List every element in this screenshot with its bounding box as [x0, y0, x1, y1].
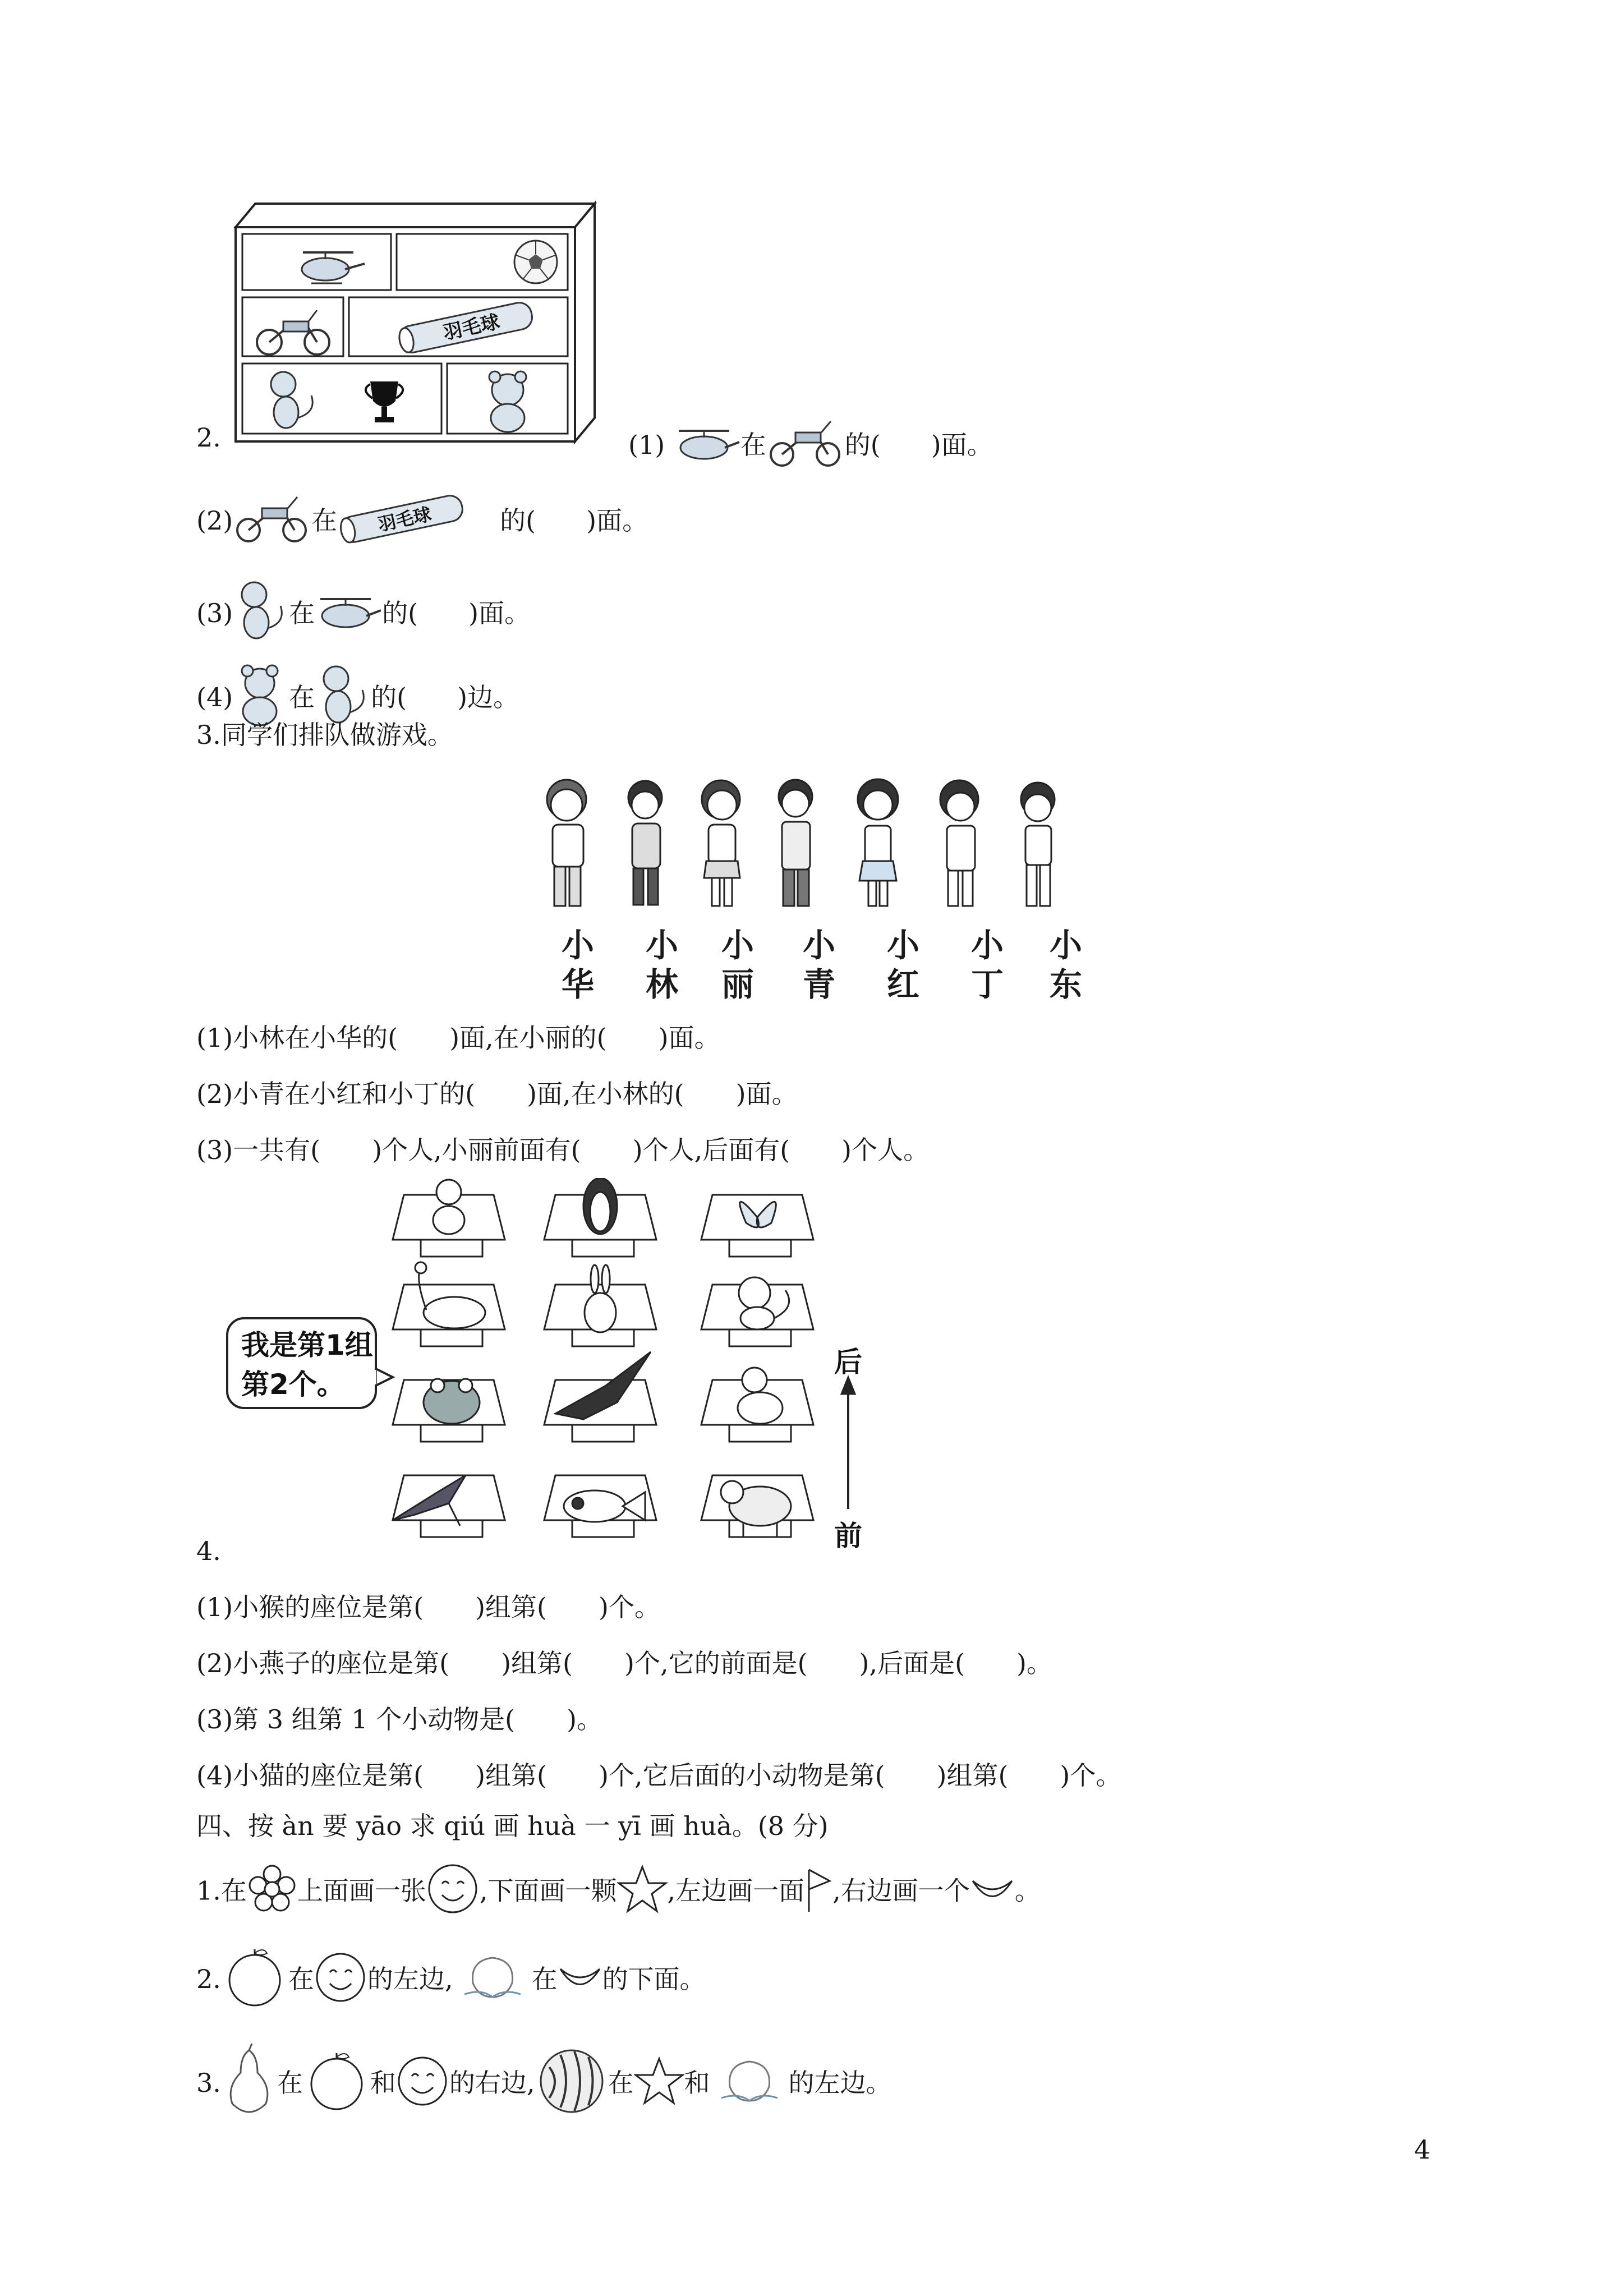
speech-bubble-line1: 我是第1组 — [241, 1329, 373, 1361]
star-icon — [634, 2056, 684, 2114]
child-name: 小 红 — [886, 926, 919, 1004]
motorcycle-icon — [233, 494, 311, 552]
smiley-face-icon — [314, 1951, 367, 2012]
monkey-icon — [233, 578, 289, 653]
front-label: 前 — [834, 1520, 862, 1552]
flag-icon — [804, 1864, 832, 1922]
child-name: 小 丽 — [721, 926, 754, 1004]
star-icon — [617, 1864, 668, 1922]
child-name: 小 丁 — [970, 926, 1004, 1004]
q2-sub2: (2) 在 羽毛球 的( )面。 — [196, 494, 648, 552]
helicopter-icon — [673, 421, 740, 473]
crescent-moon-icon — [970, 1872, 1015, 1914]
peach-icon — [453, 1949, 532, 2013]
helicopter-icon — [315, 589, 382, 642]
back-label: 后 — [834, 1346, 862, 1378]
apple-icon — [303, 2050, 370, 2120]
section4-title: 四、按 àn 要 yāo 求 qiú 画 huà 一 yī 画 huà。(8 分) — [196, 1811, 829, 1841]
peach-icon — [710, 2053, 789, 2117]
q3-question-3: (3)一共有( )个人,小丽前面有( )个人,后面有( )个人。 — [196, 1135, 930, 1165]
section4-item-3: 3. 在 和 的右边, 在 和 的左边。 — [196, 2042, 892, 2128]
q2-sub4: (4) 在 的( )边。 — [196, 662, 519, 737]
child-name: 小 东 — [1049, 926, 1082, 1004]
svg-text:羽毛球: 羽毛球 — [376, 503, 434, 536]
q4-question-1: (1)小猴的座位是第( )组第( )个。 — [196, 1592, 660, 1622]
q2-sub1: (1) 在 的( )面。 — [628, 418, 993, 476]
section4-item-2: 2. 在 的左边, 在 的下面。 — [196, 1947, 706, 2016]
smiley-face-icon — [396, 2055, 449, 2116]
child-figure — [702, 780, 740, 906]
q4-number: 4. — [196, 1536, 221, 1566]
toy-shelf-illustration — [230, 199, 600, 446]
q3-question-1: (1)小林在小华的( )面,在小丽的( )面。 — [196, 1023, 720, 1053]
svg-text:羽毛球: 羽毛球 — [441, 310, 502, 345]
q3-title: 3.同学们排队做游戏。 — [196, 720, 453, 750]
speech-bubble-line2: 第2个。 — [241, 1368, 345, 1401]
section4-item-1: 1.在 上面画一张 ,下面画一颗 ,左边画一面 ,右边画一个 。 — [196, 1862, 1041, 1924]
q4-question-4: (4)小猫的座位是第( )组第( )个,它后面的小动物是第( )组第( )个。 — [196, 1760, 1122, 1791]
smiley-face-icon — [426, 1862, 480, 1924]
animal-seating-chart — [224, 1178, 920, 1571]
child-name: 小 林 — [645, 926, 678, 1004]
watermelon-icon — [535, 2045, 608, 2125]
shuttlecock-tube-icon — [337, 494, 466, 552]
pear-icon — [221, 2042, 277, 2128]
child-name: 小 华 — [561, 926, 594, 1004]
queue-of-children-illustration — [533, 774, 1105, 931]
flower-icon — [247, 1864, 297, 1922]
child-figure — [628, 781, 662, 905]
q2-sub3: (3) 在 的( )面。 — [196, 578, 530, 653]
child-figure — [858, 779, 898, 906]
child-figure — [940, 780, 978, 906]
page-number: 4 — [1414, 2134, 1430, 2165]
child-name: 小 青 — [802, 926, 835, 1004]
soccer-ball-icon — [514, 241, 557, 283]
crescent-moon-icon — [558, 1961, 602, 2002]
direction-arrow — [841, 1377, 855, 1509]
penguin-icon — [583, 1178, 617, 1234]
rabbit-icon — [585, 1265, 616, 1332]
frog-icon — [424, 1379, 480, 1424]
child-figure — [547, 780, 586, 906]
child-figure — [1021, 783, 1055, 906]
apple-icon — [221, 1947, 288, 2016]
child-figure — [779, 780, 812, 906]
q4-question-2: (2)小燕子的座位是第( )组第( )个,它的前面是( ),后面是( )。 — [196, 1648, 1052, 1678]
motorcycle-icon — [766, 418, 845, 476]
q2-number: 2. — [196, 422, 221, 453]
q3-question-2: (2)小青在小红和小丁的( )面,在小林的( )面。 — [196, 1079, 798, 1109]
q4-question-3: (3)第 3 组第 1 个小动物是( )。 — [196, 1704, 603, 1734]
